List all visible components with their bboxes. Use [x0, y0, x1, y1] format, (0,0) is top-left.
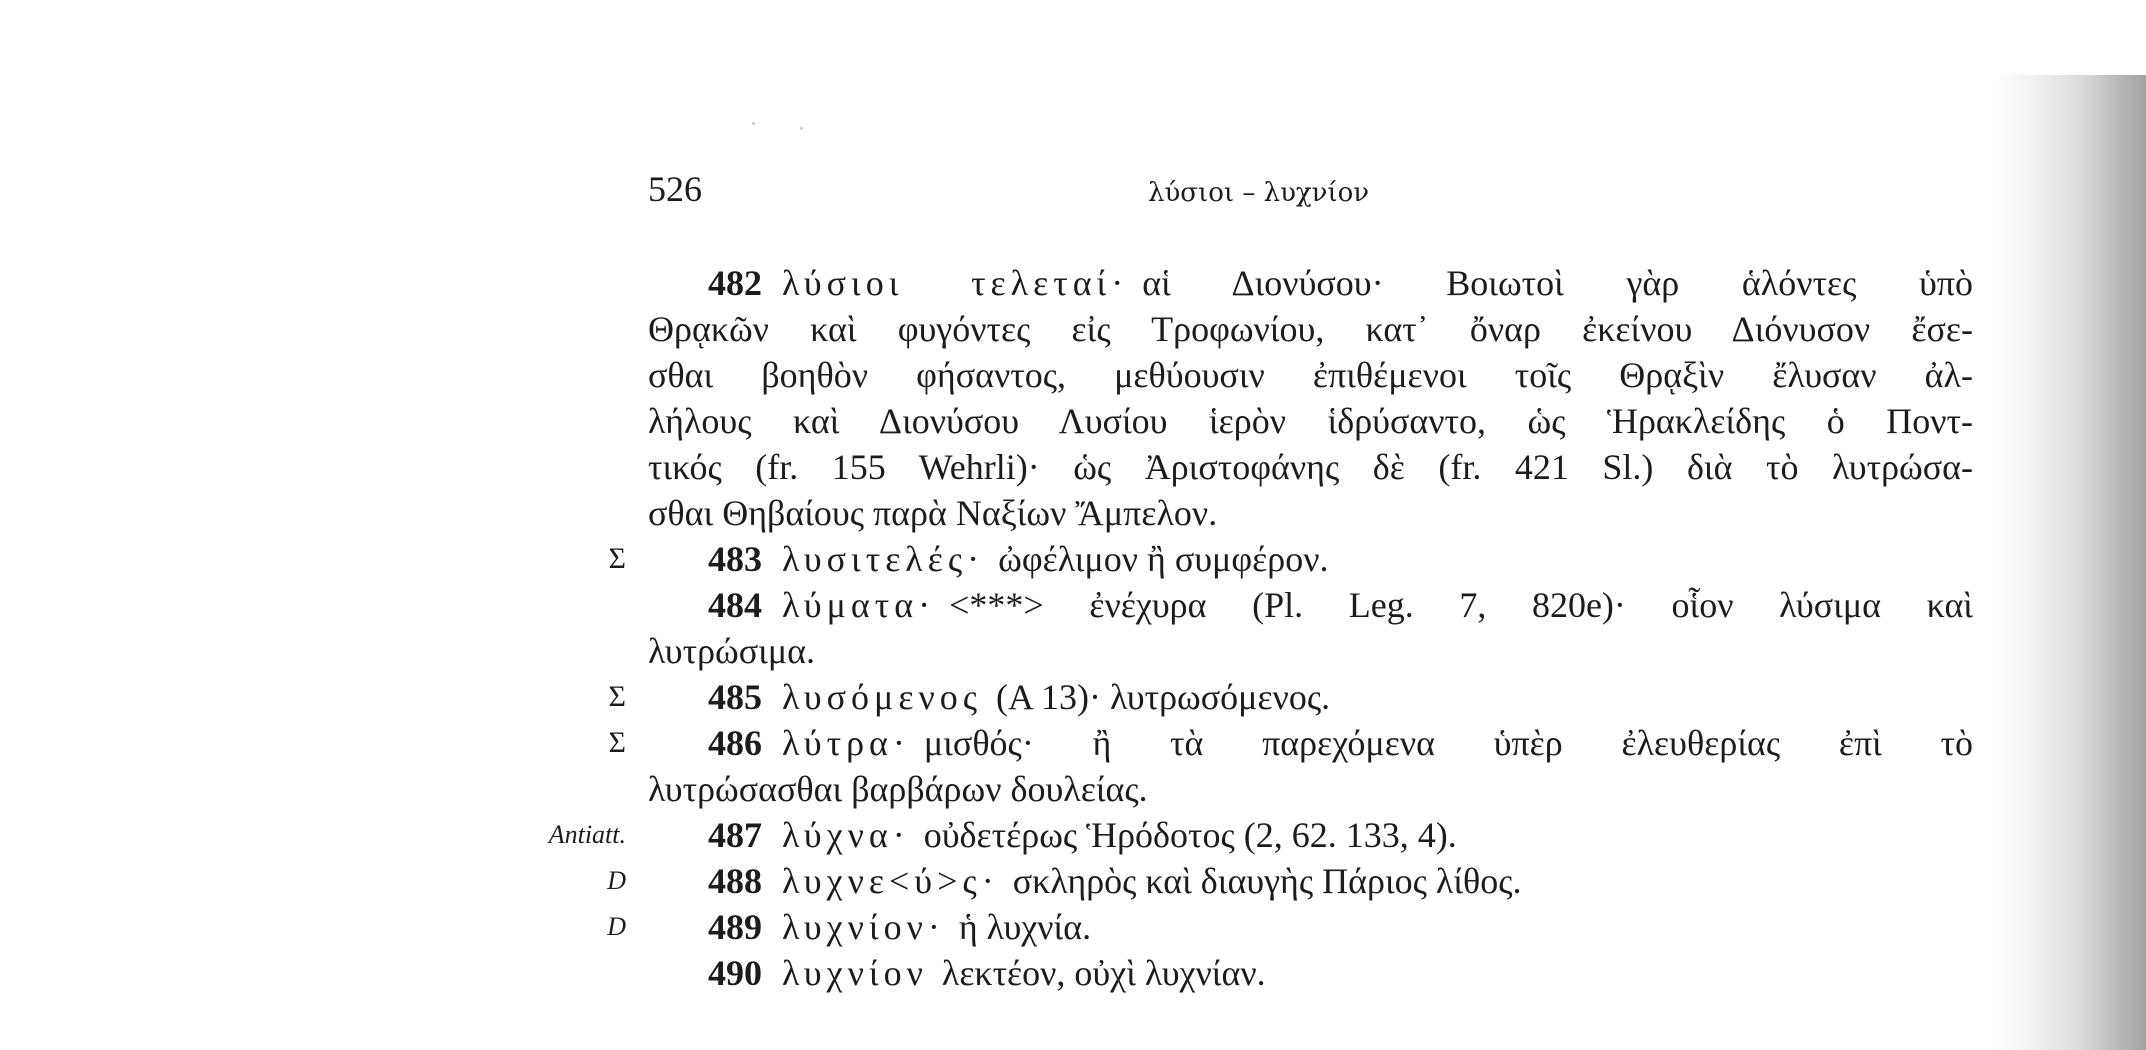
entry-text: ὠφέλιμον ἢ συμφέρον.: [998, 539, 1329, 579]
entry-first-line: [708, 904, 1973, 950]
entry-first-line: [708, 260, 1973, 306]
entry-lemma: λυσόμενος: [782, 677, 982, 717]
source-marker: D: [607, 912, 626, 941]
entry-first-line: [708, 720, 1973, 766]
entry-continuation: τικός (fr. 155 Wehrli)· ὡς Ἀριστοφάνης δὲ (fr. 421 Sl.) διὰ τὸ λυτρώσα-: [648, 447, 1973, 487]
entry-number: 486: [708, 723, 762, 763]
entry-number: 489: [708, 907, 762, 947]
entry-continuation: σθαι Θηβαίους παρὰ Ναξίων Ἄμπελον.: [648, 493, 1218, 533]
entry-text: μισθός· ἢ τὰ παρεχόμενα ὑπὲρ ἐλευθερίας ἐπὶ τὸ: [923, 723, 1973, 763]
entry-487: [0, 812, 2146, 858]
entry-text: <***> ἐνέχυρα (Pl. Leg. 7, 820e)· οἷον λύσιμα καὶ: [949, 585, 1973, 625]
entry-number: 482: [708, 263, 762, 303]
entry-text: οὐδετέρως Ἡρόδοτος (2, 62. 133, 4).: [923, 815, 1457, 855]
entry-483: [0, 536, 2146, 582]
entry-continuation: Θρᾳκῶν καὶ φυγόντες εἰς Τροφωνίου, κατ᾽ ὄναρ ἐκείνου Διόνυσον ἔσε-: [648, 309, 1973, 349]
source-marker: Σ: [608, 680, 626, 713]
entry-number: 483: [708, 539, 762, 579]
entry-continuation: λυτρώσιμα.: [648, 631, 816, 671]
entry-first-line: [708, 858, 1973, 904]
source-marker: Σ: [608, 542, 626, 575]
source-marker: Σ: [608, 726, 626, 759]
entry-lemma: λύτρα·: [782, 723, 910, 763]
entry-lemma: λύματα·: [782, 585, 936, 625]
paper-speck: [800, 127, 803, 130]
entry-489: [0, 904, 2146, 950]
entry-continuation: λήλους καὶ Διονύσου Λυσίου ἱερὸν ἱδρύσαντο, ὡς Ἡρακλείδης ὁ Ποντ-: [648, 401, 1973, 441]
entry-484: [0, 582, 2146, 628]
entry-number: 488: [708, 861, 762, 901]
running-head: [648, 168, 1973, 218]
entry-number: 490: [708, 953, 762, 993]
entry-lemma: λύχνα·: [782, 815, 910, 855]
entry-text: λεκτέον, οὐχὶ λυχνίαν.: [941, 953, 1266, 993]
entry-continuation: λυτρώσασθαι βαρβάρων δουλείας.: [648, 769, 1148, 809]
entry-490: [0, 950, 2146, 996]
entry-first-line: [708, 674, 1973, 720]
entry-486: [0, 720, 2146, 766]
entry-text: (Α 13)· λυτρωσόμενος.: [996, 677, 1331, 717]
entry-lemma: λυχνίον: [782, 953, 928, 993]
entry-first-line: [708, 812, 1973, 858]
entry-first-line: [708, 950, 1973, 996]
entry-lemma: λυσιτελές·: [782, 539, 985, 579]
entry-number: 487: [708, 815, 762, 855]
running-title: λύσιοι – λυχνίον: [1148, 178, 1370, 208]
paper-speck: [752, 122, 755, 125]
entry-text: αἱ Διονύσου· Βοιωτοὶ γὰρ ἁλόντες ὑπὸ: [1142, 263, 1973, 303]
entry-first-line: [708, 582, 1973, 628]
source-marker: D: [607, 866, 626, 895]
entry-first-line: [708, 536, 1973, 582]
entry-number: 485: [708, 677, 762, 717]
entry-number: 484: [708, 585, 762, 625]
lexicon-entries: [0, 260, 2146, 996]
entry-lemma: λυχνε<ύ>ς·: [782, 861, 999, 901]
entry-text: σκληρὸς καὶ διαυγὴς Πάριος λίθος.: [1012, 861, 1522, 901]
entry-lemma: λύσιοι τελεταί·: [782, 263, 1129, 303]
entry-485: [0, 674, 2146, 720]
entry-lemma: λυχνίον·: [782, 907, 945, 947]
source-marker: Antiatt.: [548, 820, 626, 849]
entry-text: ἡ λυχνία.: [958, 907, 1092, 947]
entry-488: [0, 858, 2146, 904]
page-number: 526: [648, 169, 702, 209]
entry-482: [0, 260, 2146, 306]
entry-continuation: σθαι βοηθὸν φήσαντος, μεθύουσιν ἐπιθέμενοι τοῖς Θρᾳξὶν ἔλυσαν ἀλ-: [648, 355, 1973, 395]
